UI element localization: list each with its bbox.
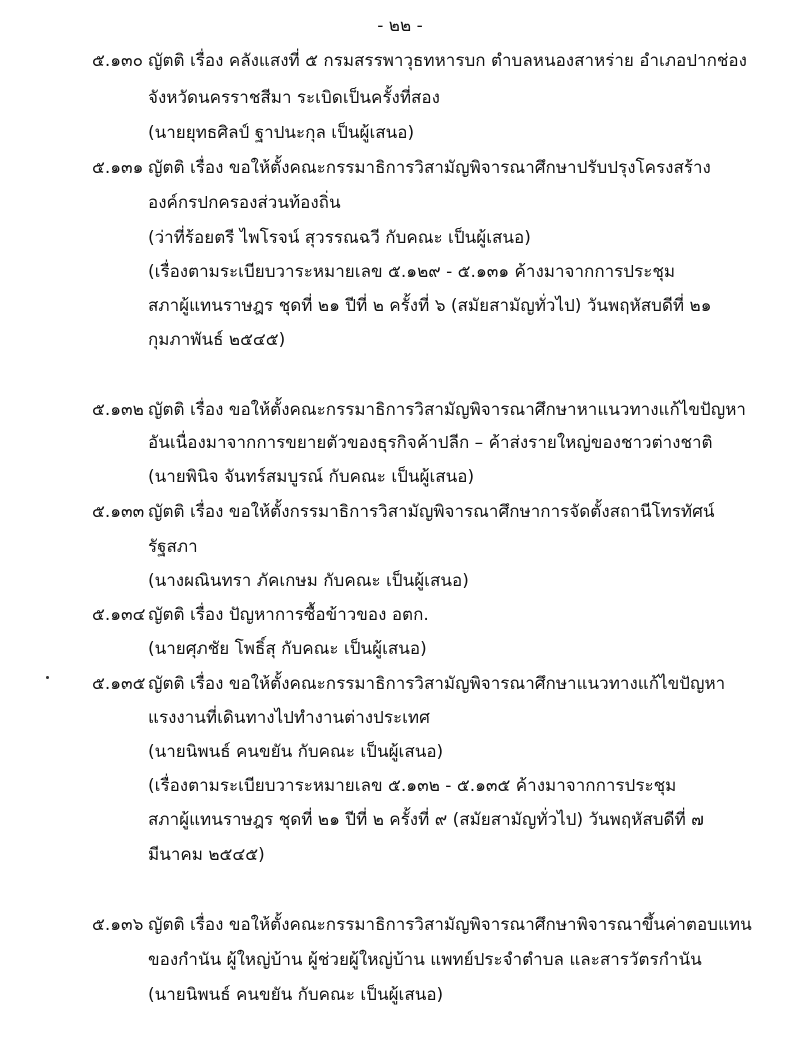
agenda-number: ๕.๑๓๒ bbox=[92, 400, 144, 420]
agenda-number: ๕.๑๓๐ bbox=[92, 51, 144, 71]
agenda-title: ญัตติ เรื่อง ขอให้ตั้งกรรมาธิการวิสามัญพิจารณาศึกษาการจัดตั้งสถานีโทรทัศน์ bbox=[148, 502, 715, 522]
agenda-proposer: (นางผณินทรา ภัคเกษม กับคณะ เป็นผู้เสนอ) bbox=[148, 571, 469, 591]
agenda-proposer: (ว่าที่ร้อยตรี ไพโรจน์ สุวรรณฉวี กับคณะ เป็นผู้เสนอ) bbox=[148, 228, 531, 248]
agenda-title-cont: ของกำนัน ผู้ใหญ่บ้าน ผู้ช่วยผู้ใหญ่บ้าน แพทย์ประจำตำบล และสารวัตรกำนัน bbox=[148, 950, 702, 970]
agenda-note: มีนาคม ๒๕๔๕) bbox=[148, 845, 265, 865]
agenda-title: ญัตติ เรื่อง ขอให้ตั้งคณะกรรมาธิการวิสามัญพิจารณาศึกษาพิจารณาขึ้นค่าตอบแทน bbox=[148, 915, 752, 935]
agenda-number: ๕.๑๓๕ bbox=[92, 674, 146, 694]
agenda-title-cont: แรงงานที่เดินทางไปทำงานต่างประเทศ bbox=[148, 708, 430, 728]
agenda-proposer: (นายศุภชัย โพธิ์สุ กับคณะ เป็นผู้เสนอ) bbox=[148, 639, 427, 659]
agenda-title: ญัตติ เรื่อง ขอให้ตั้งคณะกรรมาธิการวิสามัญพิจารณาศึกษาแนวทางแก้ไขปัญหา bbox=[148, 674, 726, 694]
agenda-proposer: (นายนิพนธ์ คนขยัน กับคณะ เป็นผู้เสนอ) bbox=[148, 985, 444, 1005]
agenda-note: (เรื่องตามระเบียบวาระหมายเลข ๕.๑๓๒ - ๕.๑๓๕ ค้างมาจากการประชุม bbox=[148, 776, 677, 796]
agenda-title-cont: รัฐสภา bbox=[148, 537, 198, 557]
agenda-title: ญัตติ เรื่อง ปัญหาการซื้อข้าวของ อตก. bbox=[148, 605, 429, 625]
agenda-title: ญัตติ เรื่อง ขอให้ตั้งคณะกรรมาธิการวิสามัญพิจารณาศึกษาหาแนวทางแก้ไขปัญหา bbox=[148, 400, 746, 420]
agenda-note: สภาผู้แทนราษฎร ชุดที่ ๒๑ ปีที่ ๒ ครั้งที่ ๖ (สมัยสามัญทั่วไป) วันพฤหัสบดีที่ ๒๑ bbox=[148, 296, 712, 316]
agenda-note: (เรื่องตามระเบียบวาระหมายเลข ๕.๑๒๙ - ๕.๑๓๑ ค้างมาจากการประชุม bbox=[148, 262, 676, 282]
agenda-number: ๕.๑๓๑ bbox=[92, 158, 144, 178]
agenda-title-cont: องค์กรปกครองส่วนท้องถิ่น bbox=[148, 193, 341, 213]
agenda-proposer: (นายยุทธศิลป์ ฐาปนะกุล เป็นผู้เสนอ) bbox=[148, 123, 415, 143]
agenda-proposer: (นายพินิจ จันทร์สมบูรณ์ กับคณะ เป็นผู้เสนอ) bbox=[148, 467, 475, 487]
agenda-title: ญัตติ เรื่อง คลังแสงที่ ๕ กรมสรรพาวุธทหารบก ตำบลหนองสาหร่าย อำเภอปากช่อง bbox=[148, 51, 747, 71]
agenda-title: ญัตติ เรื่อง ขอให้ตั้งคณะกรรมาธิการวิสามัญพิจารณาศึกษาปรับปรุงโครงสร้าง bbox=[148, 158, 711, 178]
agenda-proposer: (นายนิพนธ์ คนขยัน กับคณะ เป็นผู้เสนอ) bbox=[148, 742, 444, 762]
agenda-note: กุมภาพันธ์ ๒๕๔๕) bbox=[148, 330, 286, 350]
agenda-title-cont: อันเนื่องมาจากการขยายตัวของธุรกิจค้าปลีก – ค้าส่งรายใหญ่ของชาวต่างชาติ bbox=[148, 433, 713, 453]
agenda-note: สภาผู้แทนราษฎร ชุดที่ ๒๑ ปีที่ ๒ ครั้งที่ ๙ (สมัยสามัญทั่วไป) วันพฤหัสบดีที่ ๗ bbox=[148, 810, 704, 830]
agenda-number: ๕.๑๓๔ bbox=[92, 605, 146, 625]
stray-dot bbox=[46, 676, 49, 679]
agenda-number: ๕.๑๓๓ bbox=[92, 502, 145, 522]
agenda-number: ๕.๑๓๖ bbox=[92, 915, 144, 935]
page-number: - ๒๒ - bbox=[377, 16, 423, 36]
agenda-title-cont: จังหวัดนครราชสีมา ระเบิดเป็นครั้งที่สอง bbox=[148, 88, 440, 108]
